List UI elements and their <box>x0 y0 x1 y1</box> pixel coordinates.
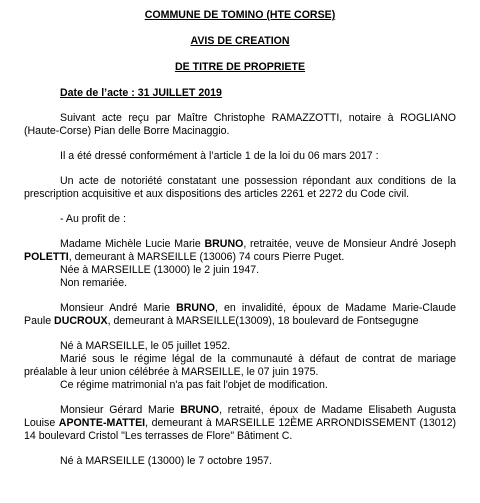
person-1-line-2: Non remariée. <box>60 277 128 289</box>
notoriete-paragraph: Un acte de notoriété constatant une possession répondant aux conditions de la prescription acquisitive et aux dispositions des articles 2261 et 2272 du Code civil. <box>24 175 456 200</box>
loi-paragraph: Il a été dressé conformément à l’article 1 de la loi du 06 mars 2017 : <box>60 150 379 162</box>
au-profit-label: - Au profit de : <box>60 213 126 225</box>
person-2-line-2: Marié sous le régime légal de la communauté à défaut de contrat de mariage préalable à leur union célébrée à MARSEILLE, le 07 juin 1975. <box>24 353 456 378</box>
avis-heading: AVIS DE CREATION <box>190 35 290 47</box>
person-2-mid: , en invalidité, époux de Madame Marie-Claude Paule <box>24 302 456 327</box>
person-2-line-3: Ce régime matrimonial n'a pas fait l'objet de modification. <box>60 379 328 391</box>
person-1-tail: , demeurant à MARSEILLE (13006) 74 cours Pierre Puget. <box>68 251 345 263</box>
person-1-spouse-surname: POLETTI <box>24 251 69 263</box>
person-2-paragraph <box>24 302 456 328</box>
person-1-line-1: Née à MARSEILLE (13000) le 2 juin 1947. <box>60 264 260 276</box>
notice-document <box>24 0 456 503</box>
person-2-tail: , demeurant à MARSEILLE(13009), 18 boulevard de Fontsegugne <box>107 315 419 327</box>
intro-paragraph: Suivant acte reçu par Maître Christophe RAMAZZOTTI, notaire à ROGLIANO (Haute-Corse) Pian delle Borre Macinaggio. <box>24 112 456 137</box>
person-3-lead: Monsieur Gérard Marie <box>60 404 181 416</box>
person-3-paragraph <box>24 404 456 443</box>
commune-heading: COMMUNE DE TOMINO (HTE CORSE) <box>144 9 336 21</box>
person-1-paragraph <box>24 238 456 264</box>
person-3-surname: BRUNO <box>180 404 220 416</box>
date-acte: Date de l’acte : 31 JUILLET 2019 <box>60 87 222 99</box>
person-3-mid: , retraité, époux de Madame Elisabeth Augusta Louise <box>24 404 456 429</box>
person-1-mid: , retraitée, veuve de Monsieur André Joseph <box>243 238 456 250</box>
person-3-spouse-surname: APONTE-MATTEI <box>58 417 146 429</box>
titre-heading: DE TITRE DE PROPRIETE <box>174 61 306 73</box>
person-2-surname: BRUNO <box>176 302 215 314</box>
person-2-spouse-surname: DUCROUX <box>54 315 108 327</box>
person-3-line-1: Né à MARSEILLE (13000) le 7 octobre 1957. <box>60 455 272 467</box>
person-1-surname: BRUNO <box>204 238 244 250</box>
person-2-lead: Monsieur André Marie <box>60 302 177 314</box>
person-1-lead: Madame Michèle Lucie Marie <box>60 238 205 250</box>
person-3-tail: , demeurant à MARSEILLE 12ÈME ARRONDISSEMENT (13012) 14 boulevard Cristol "Les terrasses de Flore" Bâtiment C. <box>24 417 456 442</box>
person-2-line-1: Né à MARSEILLE, le 05 juillet 1952. <box>60 340 231 352</box>
